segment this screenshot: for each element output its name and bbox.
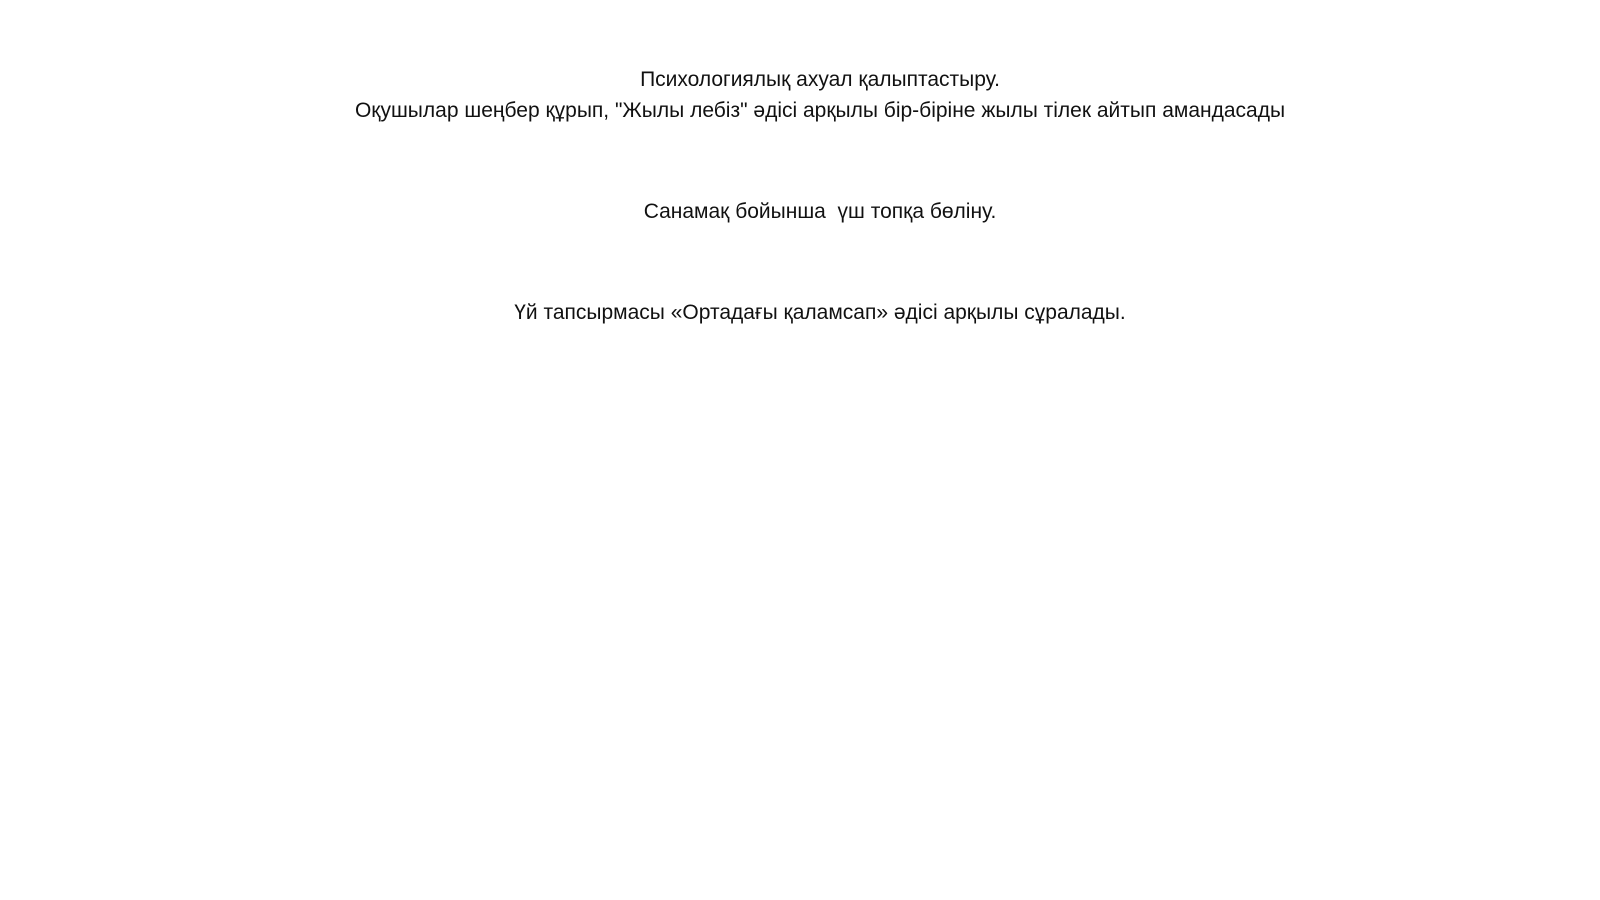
homework-block bbox=[0, 297, 1600, 328]
groups-block bbox=[0, 196, 1600, 227]
groups-text: Санамақ бойынша үш топқа бөліну. bbox=[643, 200, 997, 223]
intro-heading: Психологиялық ахуал қалыптастыру. bbox=[640, 68, 1000, 91]
intro-description: Оқушылар шеңбер құрып, "Жылы лебіз" әдісі арқылы бір-біріне жылы тілек айтып амандасады bbox=[354, 99, 1286, 122]
intro-block bbox=[0, 64, 1600, 126]
homework-text: Үй тапсырмасы «Ортадағы қаламсап» әдісі арқылы сұралады. bbox=[514, 301, 1126, 324]
